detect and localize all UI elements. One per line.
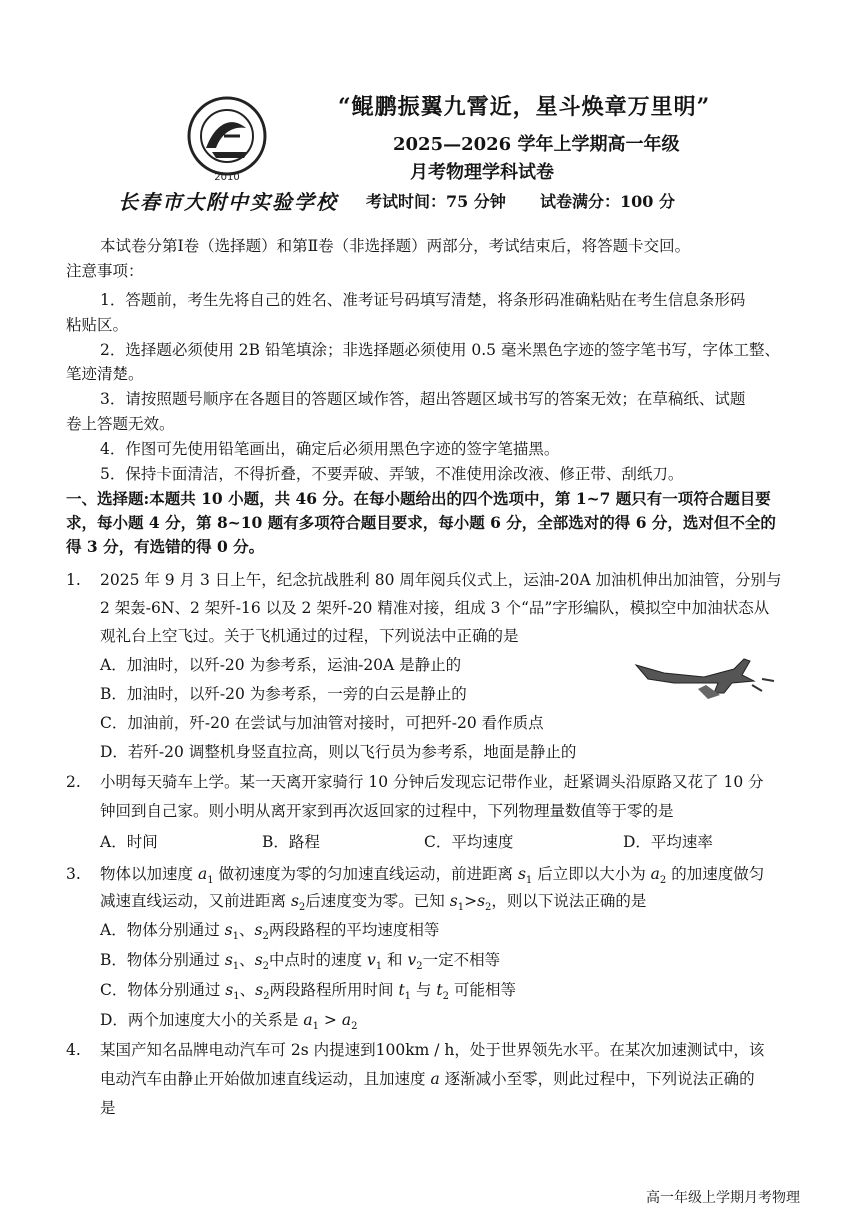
full-score: 试卷满分：100 分 [540, 192, 675, 211]
q3-option-d: D．两个加速度大小的关系是 $a_1 > a_2$ [100, 1011, 358, 1033]
q4-stem-cont2: 是 [100, 1099, 116, 1117]
logo-year: 2010 [214, 172, 240, 183]
note-5: 5．保持卡面清洁，不得折叠，不要弄破、弄皱，不准使用涂改液、修正带、刮纸刀。 [100, 465, 684, 483]
exam-time: 考试时间：75 分钟 [366, 192, 506, 211]
q3-number: 3. [66, 865, 81, 883]
q3-option-b: B．物体分别通过 $s_1$、$s_2$中点时的速度 $v_1$ 和 $v_2$一定不相等 [100, 951, 501, 973]
q2-option-a: A．时间 [100, 833, 158, 851]
note-1: 1．答题前，考生先将自己的姓名、准考证号码填写清楚，将条形码准确粘贴在考生信息条形码 [100, 291, 746, 309]
exam-motto: “鲲鹏振翼九霄近，星斗焕章万里明” [338, 94, 711, 120]
q1-stem-cont: 2 架轰-6N、2 架歼-16 以及 2 架歼-20 精准对接，组成 3 个“品”字形编队，模拟空中加油状态从 [100, 599, 770, 617]
intro-text: 本试卷分第Ⅰ卷（选择题）和第Ⅱ卷（非选择题）两部分，考试结束后，将答题卡交回。 [100, 237, 691, 255]
exam-year-line: 2025—2026 学年上学期高一年级 [393, 134, 680, 155]
page-footer: 高一年级上学期月考物理 [646, 1190, 800, 1206]
note-4: 4．作图可先使用铅笔画出，确定后必须用黑色字迹的签字笔描黑。 [100, 440, 560, 458]
exam-subject-title: 月考物理学科试卷 [410, 162, 554, 183]
q3-stem-cont: 减速直线运动，又前进距离 $s_2$后速度变为零。已知 $s_1>s_2$，则以下说法正确的是 [100, 892, 647, 914]
q3-option-a: A．物体分别通过 $s_1$、$s_2$两段路程的平均速度相等 [100, 921, 440, 943]
q2-stem-cont: 钟回到自己家。则小明从离开家到再次返回家的过程中，下列物理量数值等于零的是 [100, 802, 674, 820]
q2-number: 2. [66, 773, 81, 791]
note-3: 3．请按照题号顺序在各题目的答题区域作答，超出答题区域书写的答案无效；在草稿纸、试题 [100, 390, 746, 408]
section-1-heading: 一、选择题:本题共 10 小题，共 46 分。在每小题给出的四个选项中，第 1~7 题只有一项符合题目要 [66, 489, 771, 508]
q1-option-a: A．加油时，以歼-20 为参考系，运油-20A 是静止的 [100, 656, 462, 674]
aircraft-illustration [634, 655, 784, 703]
q1-stem: 2025 年 9 月 3 日上午，纪念抗战胜利 80 周年阅兵仪式上，运油-20A 加油机伸出加油管，分别与 [100, 571, 782, 589]
school-name: 长春市大附中实验学校 [118, 190, 338, 214]
school-seal-logo [186, 92, 268, 186]
note-2: 2．选择题必须使用 2B 铅笔填涂；非选择题必须使用 0.5 毫米黑色字迹的签字笔书写，字体工整、 [100, 341, 780, 359]
note-3-cont: 卷上答题无效。 [66, 415, 175, 433]
q1-option-d: D．若歼-20 调整机身竖直拉高，则以飞行员为参考系，地面是静止的 [100, 743, 577, 761]
q2-option-c: C．平均速度 [424, 833, 514, 851]
q1-option-c: C．加油前，歼-20 在尝试与加油管对接时，可把歼-20 看作质点 [100, 714, 544, 732]
q2-option-d: D．平均速率 [623, 833, 713, 851]
q1-number: 1. [66, 571, 81, 589]
q1-stem-cont2: 观礼台上空飞过。关于飞机通过的过程，下列说法中正确的是 [100, 627, 519, 645]
q1-option-b: B．加油时，以歼-20 为参考系，一旁的白云是静止的 [100, 685, 467, 703]
q3-option-c: C．物体分别通过 $s_1$、$s_2$两段路程所用时间 $t_1$ 与 $t_2$ 可能相等 [100, 981, 516, 1003]
q3-stem: 物体以加速度 $a_1$ 做初速度为零的匀加速直线运动，前进距离 $s_1$ 后立即以大小为 $a_2$ 的加速度做匀 [100, 865, 765, 887]
note-2-cont: 笔迹清楚。 [66, 365, 144, 383]
q4-stem: 某国产知名品牌电动汽车可 2s 内提速到100km / h，处于世界领先水平。在某次加速测试中，该 [100, 1041, 765, 1059]
section-1-heading-cont: 求，每小题 4 分，第 8~10 题有多项符合题目要求，每小题 6 分，全部选对的得 6 分，选对但不全的 [66, 513, 776, 532]
q4-stem-cont: 电动汽车由静止开始做加速直线运动，且加速度 a 逐渐减小至零，则此过程中，下列说法正确的 [100, 1070, 755, 1088]
note-1-cont: 粘贴区。 [66, 316, 129, 334]
section-1-heading-cont2: 得 3 分，有选错的得 0 分。 [66, 537, 265, 556]
q2-option-b: B．路程 [262, 833, 320, 851]
q4-number: 4. [66, 1041, 81, 1059]
q2-stem: 小明每天骑车上学。某一天离开家骑行 10 分钟后发现忘记带作业，赶紧调头沿原路又花了 10 分 [100, 773, 764, 791]
notes-heading: 注意事项： [66, 262, 144, 280]
